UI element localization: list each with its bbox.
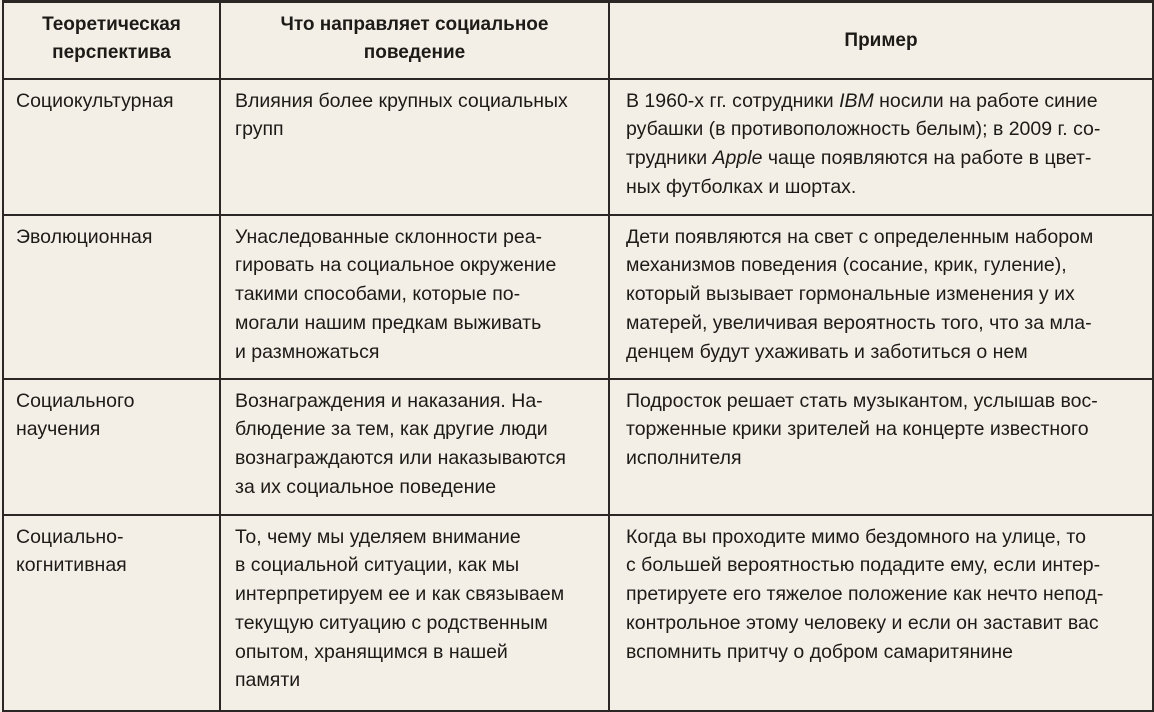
cell-example — [609, 215, 1153, 379]
social-perspectives-table — [2, 0, 1154, 712]
cell-perspective — [3, 215, 220, 379]
cell-text: и размножаться — [235, 340, 380, 363]
header-text: поведение — [363, 42, 466, 64]
cell-text: Социально- — [16, 525, 124, 548]
header-row — [3, 2, 1153, 79]
cell-text: который вызывает гормональные изменения у их — [626, 283, 1075, 306]
cell-example — [609, 79, 1153, 215]
cell-text: памяти — [235, 669, 301, 692]
cell-text: вознаграждаются или наказываются — [235, 447, 566, 470]
cell-text: блюдение за тем, как другие люди — [235, 418, 548, 441]
company-name: IBM — [839, 89, 874, 112]
cell-example — [609, 379, 1153, 515]
cell-line — [626, 144, 1144, 173]
cell-text: интерпретируем ее и как связываем — [235, 583, 565, 606]
cell-text: денцем будут ухаживать и заботиться о нем — [626, 340, 1028, 363]
cell-text: исполнителя — [626, 447, 742, 470]
header-text: перспектива — [52, 42, 171, 64]
header-drivers — [220, 2, 609, 79]
cell-text: Подросток решает стать музыкантом, услышав вос- — [626, 389, 1098, 412]
header-example: Пример — [609, 2, 1153, 79]
cell-text: Влияния более крупных социальных — [235, 89, 568, 112]
cell-text: То, чему мы уделяем внимание — [235, 525, 521, 548]
cell-text: такими способами, которые по- — [235, 283, 521, 306]
header-text: Теоретическая — [42, 14, 181, 36]
cell-text: торженные крики зрителей на концерте известного — [626, 418, 1089, 441]
cell-text: Унаследованные склонности реа- — [235, 225, 543, 248]
cell-text: вспомнить притчу о добром самаритянине — [626, 640, 1013, 663]
cell-perspective — [3, 79, 220, 215]
cell-text: групп — [235, 118, 284, 141]
cell-text: научения — [16, 418, 101, 441]
table-row — [3, 79, 1153, 215]
cell-text: за их социальное поведение — [235, 475, 497, 498]
cell-text: текущую ситуацию с родственным — [235, 611, 548, 634]
cell-text: с большей вероятностью подадите ему, если интер- — [626, 554, 1101, 577]
cell-text: могали нашим предкам выживать — [235, 311, 542, 334]
table-row — [3, 515, 1153, 711]
cell-drivers — [220, 379, 609, 515]
table-row — [3, 215, 1153, 379]
header-text: Что направляет социальное — [280, 14, 549, 36]
cell-perspective — [3, 515, 220, 711]
cell-text: Социокультурная — [16, 89, 174, 112]
cell-text: Эволюционная — [16, 225, 153, 248]
cell-text: когнитивная — [16, 554, 127, 577]
cell-text: Вознаграждения и наказания. На- — [235, 389, 543, 412]
company-name: Apple — [712, 147, 763, 170]
cell-drivers — [220, 215, 609, 379]
cell-text: Социального — [16, 389, 135, 412]
cell-drivers — [220, 79, 609, 215]
cell-text: в социальной ситуации, как мы — [235, 554, 520, 577]
cell-text: гировать на социальное окружение — [235, 254, 557, 277]
cell-example — [609, 515, 1153, 711]
cell-text: чаще появляются на работе в цвет- — [762, 147, 1092, 170]
cell-text: Когда вы проходите мимо бездомного на улице, то — [626, 525, 1086, 548]
cell-text: претируете его тяжелое положение как нечто непод- — [626, 583, 1104, 606]
cell-text: Дети появляются на свет с определенным набором — [626, 225, 1094, 248]
cell-text: В 1960-х гг. сотрудники — [626, 89, 840, 112]
cell-drivers — [220, 515, 609, 711]
cell-text: матерей, увеличивая вероятность того, что за мла- — [626, 311, 1092, 334]
cell-text: ных футболках и шортах. — [626, 175, 857, 198]
cell-text: носили на работе синие — [873, 89, 1098, 112]
header-perspective — [3, 2, 220, 79]
cell-text: рубашки (в противоположность белым); в 2009 г. со- — [626, 118, 1101, 141]
cell-text: трудники — [626, 147, 713, 170]
cell-perspective — [3, 379, 220, 515]
table-row — [3, 379, 1153, 515]
cell-text: контрольное этому человеку и если он заставит вас — [626, 611, 1099, 634]
cell-text: опытом, хранящимся в нашей — [235, 640, 508, 663]
cell-text: механизмов поведения (сосание, крик, гуление), — [626, 254, 1067, 277]
cell-line — [626, 87, 1144, 116]
